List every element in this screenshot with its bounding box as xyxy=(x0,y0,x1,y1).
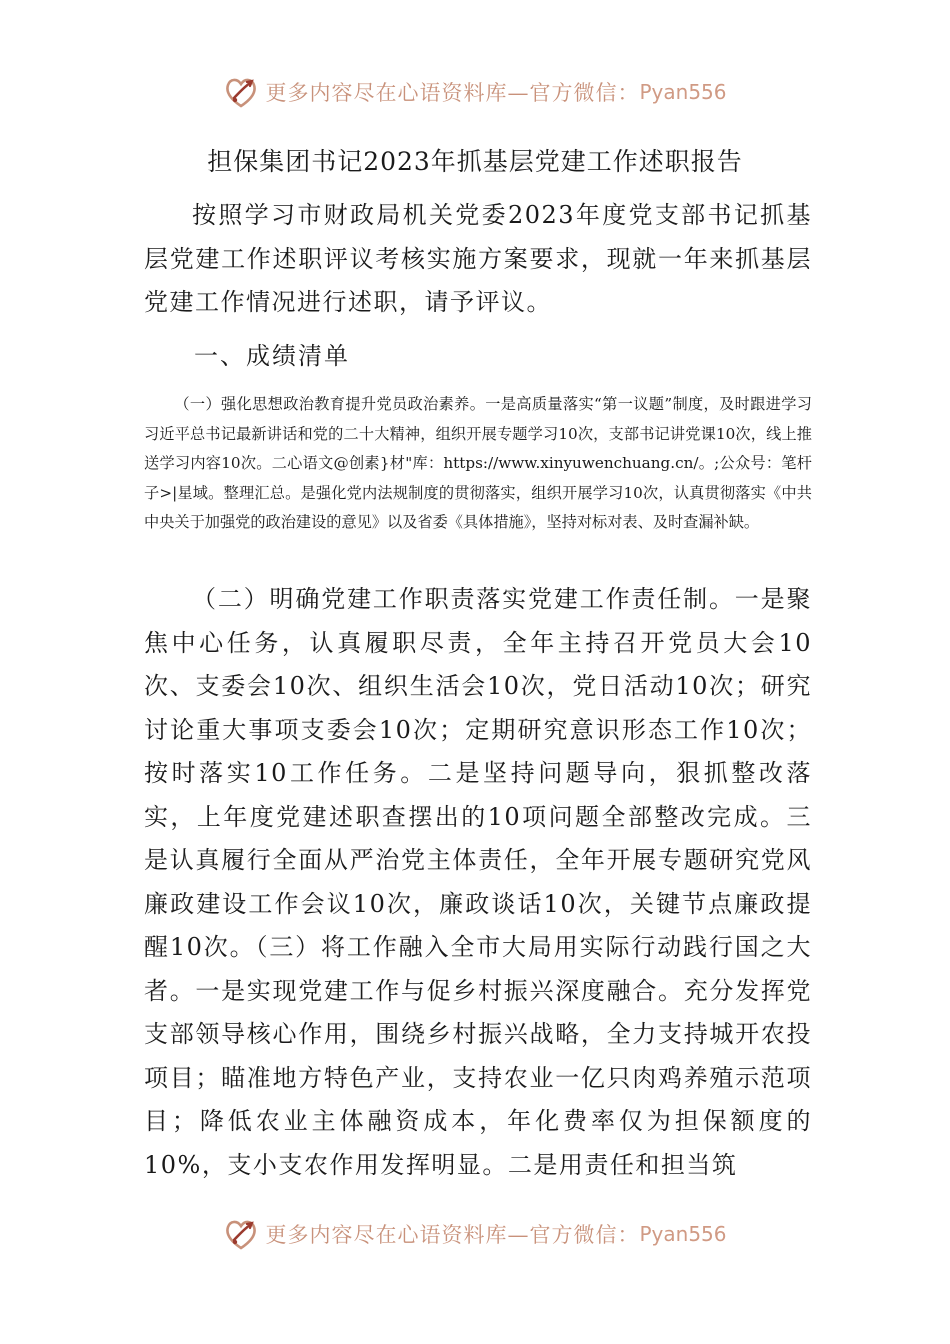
watermark-wechat-label: 官方微信： xyxy=(529,1223,640,1247)
heart-logo-icon xyxy=(223,74,259,110)
section-item-paragraph: （二）明确党建工作职责落实党建工作责任制。一是聚焦中心任务，认真履职尽责，全年主持召开党员大会10次、支委会10次、组织生活会10次，党日活动10次；研究讨论重大事项支委会10次；定期研究意识形态工作10次；按时落实10工作任务。二是坚持问题导向，狠抓整改落实，上年度党建述职查摆出的10项问题全部整改完成。三是认真履行全面从严治党主体责任，全年开展专题研究党风廉政建设工作会议10次，廉政谈话10次，关键节点廉政提醒10次。（三）将工作融入全市大局用实际行动践行国之大者。一是实现党建工作与促乡村振兴深度融合。充分发挥党支部领导核心作用，围绕乡村振兴战略，全力支持城开农投项目；瞄准地方特色产业，支持农业一亿只肉鸡养殖示范项目；降低农业主体融资成本，年化费率仅为担保额度的10%，支小支农作用发挥明显。二是用责任和担当筑 xyxy=(144,585,812,1179)
document-title: 担保集团书记2023年抓基层党建工作述职报告 xyxy=(207,147,743,176)
watermark-banner-top xyxy=(0,70,950,114)
watermark-wechat-label: 官方微信： xyxy=(529,81,640,105)
section-item-paragraph-small: （一）强化思想政治教育提升党员政治素养。一是高质量落实“第一议题”制度，及时跟进学习习近平总书记最新讲话和党的二十大精神，组织开展专题学习10次，支部书记讲党课10次，线上推送学习内容10次。二心语文@创素}材"库：https://www.xinyuwenchuang.cn/。;公众号：笔杆子>|星域。整理汇总。是强化党内法规制度的贯彻落实，组织开展学习10次，认真贯彻落实《中共中央关于加强党的政治建设的意见》以及省委《具体措施》，坚持对标对表、及时查漏补缺。 xyxy=(144,395,812,532)
watermark-text: 更多内容尽在心语资料库— xyxy=(265,81,530,105)
watermark-banner-bottom xyxy=(0,1212,950,1256)
watermark-wechat-id: Pyan556 xyxy=(639,1222,727,1246)
intro-paragraph: 按照学习市财政局机关党委2023年度党支部书记抓基层党建工作述职评议考核实施方案要求，现就一年来抓基层党建工作情况进行述职，请予评议。 xyxy=(144,201,812,316)
heart-logo-icon xyxy=(223,1216,259,1252)
watermark-wechat-id: Pyan556 xyxy=(639,80,727,104)
section-heading: 一、成绩清单 xyxy=(194,342,350,370)
watermark-text: 更多内容尽在心语资料库— xyxy=(265,1223,530,1247)
